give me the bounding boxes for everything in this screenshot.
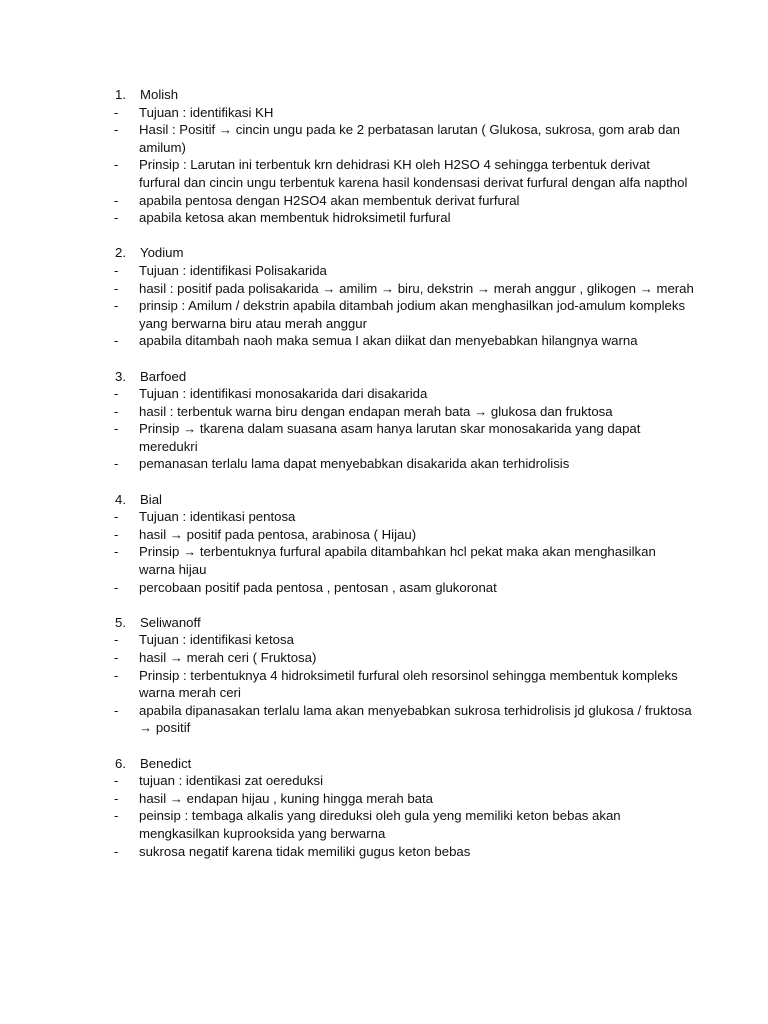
list-item bbox=[114, 104, 694, 122]
list-item-text: Tujuan : identifikasi monosakarida dari disakarida bbox=[139, 386, 428, 402]
list-item bbox=[114, 297, 694, 332]
dash-bullet: - bbox=[114, 157, 119, 173]
dash-bullet: - bbox=[114, 386, 119, 402]
dash-bullet: - bbox=[114, 509, 119, 525]
list-item-text: prinsip : Amilum / dekstrin apabila ditambah jodium akan menghasilkan jod-amulum kompleks yang berwarna biru atau merah anggur bbox=[139, 298, 686, 331]
section-title: Benedict bbox=[140, 755, 192, 771]
list-item-text: Tujuan : identifikasi ketosa bbox=[139, 632, 294, 648]
list-item bbox=[114, 280, 694, 298]
section-yodium bbox=[114, 244, 694, 350]
list-item-text: hasil → endapan hijau , kuning hingga merah bata bbox=[139, 790, 433, 806]
section-title: Barfoed bbox=[140, 368, 187, 384]
dash-bullet: - bbox=[114, 456, 119, 472]
list-item-text: apabila ketosa akan membentuk hidroksimetil furfural bbox=[139, 210, 451, 226]
list-item-text: apabila ditambah naoh maka semua I akan diikat dan menyebabkan hilangnya warna bbox=[139, 333, 638, 349]
dash-bullet: - bbox=[114, 843, 119, 859]
list-item bbox=[114, 385, 694, 403]
section-number: 1. bbox=[115, 87, 126, 102]
list-item bbox=[114, 209, 694, 227]
dash-bullet: - bbox=[114, 192, 119, 208]
dash-bullet: - bbox=[114, 667, 119, 683]
section-number: 3. bbox=[115, 368, 126, 384]
section-title: Seliwanoff bbox=[140, 614, 201, 630]
section-seliwanoff bbox=[114, 614, 694, 737]
list-item bbox=[114, 843, 694, 861]
list-item bbox=[114, 579, 694, 597]
list-item-text: Tujuan : identifikasi KH bbox=[139, 104, 274, 120]
dash-bullet: - bbox=[114, 526, 119, 542]
list-item-text: hasil → positif pada pentosa, arabinosa ( Hijau) bbox=[139, 526, 417, 542]
section-heading bbox=[114, 491, 694, 509]
dash-bullet: - bbox=[114, 790, 119, 806]
list-item bbox=[114, 790, 694, 808]
dash-bullet: - bbox=[114, 808, 119, 824]
dash-bullet: - bbox=[114, 421, 119, 437]
section-number: 5. bbox=[115, 614, 126, 630]
list-item bbox=[114, 526, 694, 544]
dash-bullet: - bbox=[114, 544, 119, 560]
dash-bullet: - bbox=[114, 122, 119, 138]
section-molish bbox=[114, 86, 694, 227]
list-item bbox=[114, 667, 694, 702]
list-item-text: Prinsip : terbentuknya 4 hidroksimetil furfural oleh resorsinol sehingga membentuk kompleks warna merah ceri bbox=[139, 667, 678, 701]
list-item-text: tujuan : identikasi zat oereduksi bbox=[139, 773, 324, 789]
list-item-text: peinsip : tembaga alkalis yang direduksi oleh gula yeng memiliki keton bebas akan mengkasilkan kuprooksida yang berwarna bbox=[139, 808, 621, 841]
dash-bullet: - bbox=[114, 773, 119, 789]
list-item-text: Tujuan : identikasi pentosa bbox=[139, 509, 296, 525]
list-item bbox=[114, 121, 694, 156]
list-item-text: hasil → merah ceri ( Fruktosa) bbox=[139, 650, 317, 665]
list-item bbox=[114, 192, 694, 210]
section-number: 6. bbox=[115, 755, 126, 771]
list-item-text: sukrosa negatif karena tidak memiliki gugus keton bebas bbox=[139, 843, 471, 859]
list-item bbox=[114, 420, 694, 455]
list-item-text: Tujuan : identifikasi Polisakarida bbox=[139, 262, 327, 278]
list-item bbox=[114, 156, 694, 191]
list-item-text: hasil : positif pada polisakarida → amilim → biru, dekstrin → merah anggur , glikogen → merah bbox=[139, 280, 694, 296]
section-heading bbox=[114, 614, 694, 632]
list-item bbox=[114, 543, 694, 578]
dash-bullet: - bbox=[114, 298, 119, 314]
section-benedict bbox=[114, 755, 694, 861]
list-item bbox=[114, 508, 694, 526]
section-heading bbox=[114, 368, 694, 386]
dash-bullet: - bbox=[114, 403, 119, 419]
list-item bbox=[114, 455, 694, 473]
list-item-text: Prinsip : Larutan ini terbentuk krn dehidrasi KH oleh H2SO 4 sehingga terbentuk derivat furfural dan cincin ungu terbentuk karena hasil kondensasi derivat furfural dengan alfa napthol bbox=[139, 157, 688, 190]
list-item bbox=[114, 807, 694, 842]
dash-bullet: - bbox=[114, 262, 119, 278]
section-heading bbox=[114, 755, 694, 773]
dash-bullet: - bbox=[114, 280, 119, 296]
dash-bullet: - bbox=[114, 632, 119, 648]
section-barfoed bbox=[114, 368, 694, 474]
dash-bullet: - bbox=[114, 702, 119, 718]
list-item bbox=[114, 403, 694, 421]
list-item bbox=[114, 649, 694, 667]
list-item bbox=[114, 772, 694, 790]
section-title: Molish bbox=[140, 87, 179, 102]
section-title: Yodium bbox=[140, 245, 184, 261]
list-item bbox=[114, 262, 694, 280]
section-heading bbox=[114, 86, 694, 104]
list-item bbox=[114, 332, 694, 350]
list-item-text: Prinsip → terbentuknya furfural apabila ditambahkan hcl pekat maka akan menghasilkan warna hijau bbox=[139, 544, 656, 578]
list-item-text: Hasil : Positif → cincin ungu pada ke 2 perbatasan larutan ( Glukosa, sukrosa, gom arab dan amilum) bbox=[139, 122, 680, 155]
section-bial bbox=[114, 491, 694, 597]
dash-bullet: - bbox=[114, 333, 119, 349]
list-item-text: pemanasan terlalu lama dapat menyebabkan disakarida akan terhidrolisis bbox=[139, 456, 570, 472]
list-item-text: apabila pentosa dengan H2SO4 akan membentuk derivat furfural bbox=[139, 192, 520, 208]
section-heading bbox=[114, 244, 694, 262]
list-item-text: percobaan positif pada pentosa , pentosan , asam glukoronat bbox=[139, 579, 497, 595]
document-content bbox=[114, 86, 694, 878]
section-number: 4. bbox=[115, 491, 126, 507]
list-item-text: apabila dipanasakan terlalu lama akan menyebabkan sukrosa terhidrolisis jd glukosa / fruktosa → positif bbox=[139, 702, 692, 736]
section-number: 2. bbox=[115, 245, 126, 261]
dash-bullet: - bbox=[114, 650, 119, 665]
list-item bbox=[114, 702, 694, 737]
list-item bbox=[114, 631, 694, 649]
list-item-text: hasil : terbentuk warna biru dengan endapan merah bata → glukosa dan fruktosa bbox=[139, 403, 613, 419]
list-item-text: Prinsip → tkarena dalam suasana asam hanya larutan skar monosakarida yang dapat meredukri bbox=[139, 421, 641, 454]
dash-bullet: - bbox=[114, 210, 119, 226]
dash-bullet: - bbox=[114, 579, 119, 595]
section-title: Bial bbox=[140, 491, 162, 507]
dash-bullet: - bbox=[114, 104, 119, 120]
